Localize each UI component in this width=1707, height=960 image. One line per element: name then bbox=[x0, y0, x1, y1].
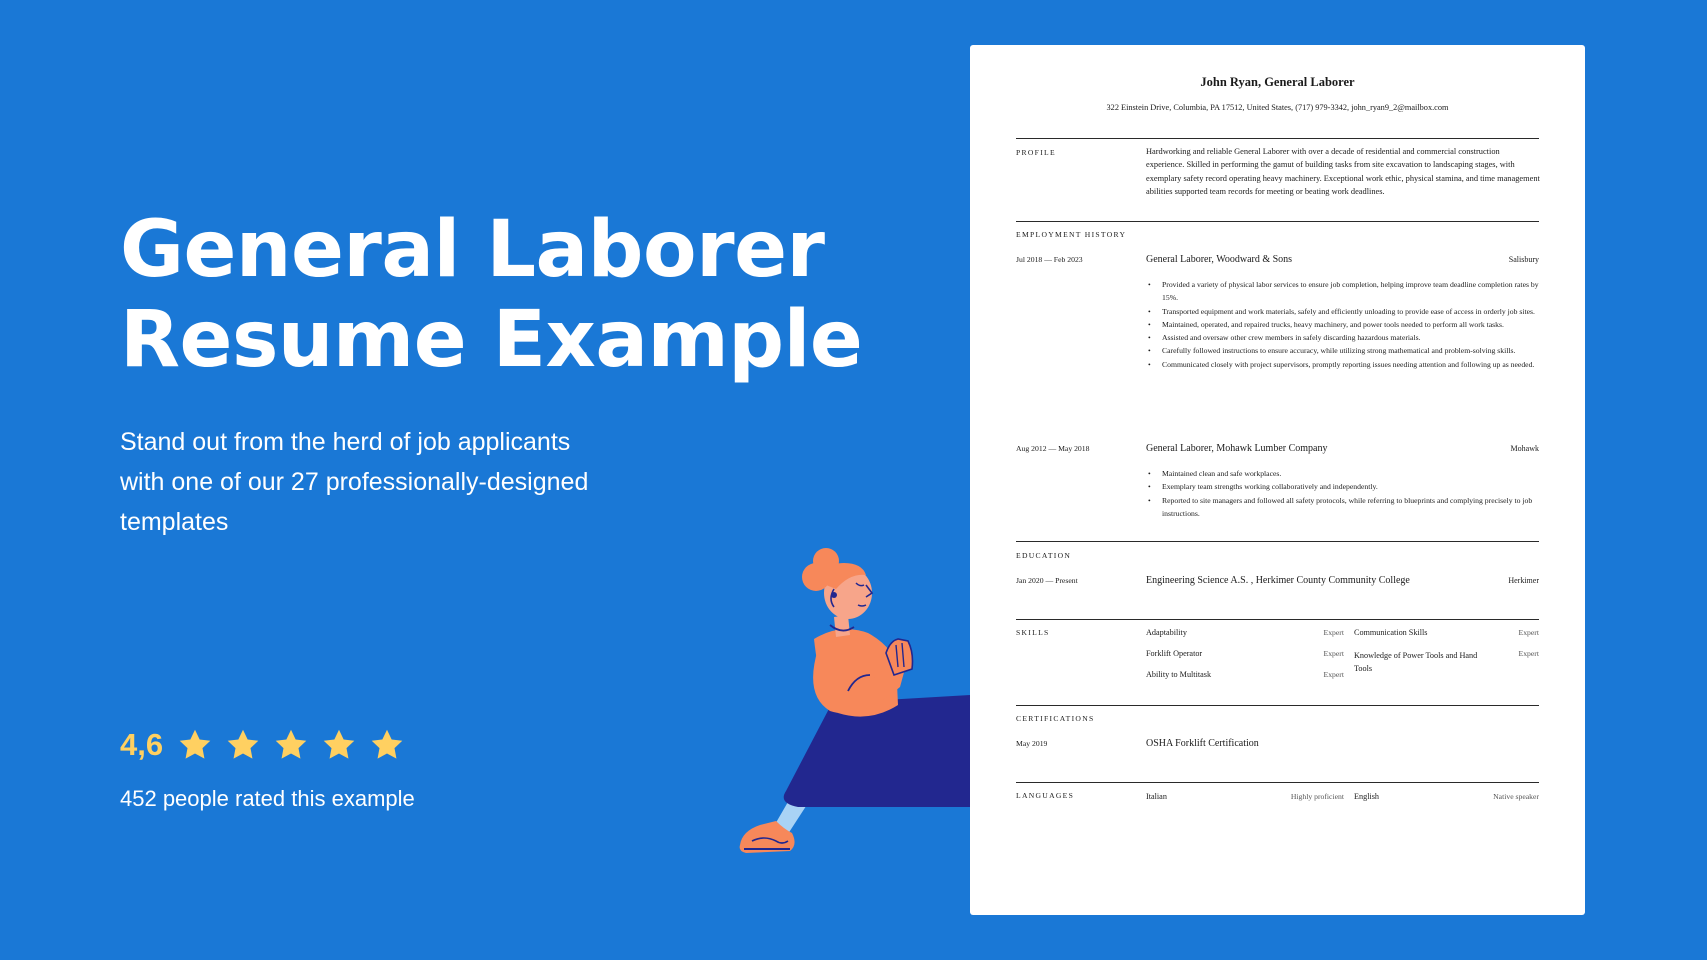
skills-heading: SKILLS bbox=[1016, 628, 1050, 637]
star-icon bbox=[369, 727, 405, 763]
list-item: • Exemplary team strengths working collaboratively and independently. bbox=[1148, 480, 1542, 493]
job-1-title: General Laborer, Woodward & Sons bbox=[1146, 254, 1293, 265]
profile-text: Hardworking and reliable General Laborer with over a decade of residential and commercial construction experience. Skilled in performing the gamut of building tasks from site excavation to landscaping stages, with exemplary safety record operating heavy machinery. Exceptional work ethic, physical stamina, and time management abilities supported team records for meeting or beating work deadlines. bbox=[1146, 147, 1540, 196]
list-item: • Communicated closely with project supervisors, promptly reporting issues needing attention and following up as needed. bbox=[1148, 358, 1542, 371]
resume-name: John Ryan, General Laborer bbox=[1200, 75, 1355, 89]
list-item: • Maintained clean and safe workplaces. bbox=[1148, 467, 1542, 480]
job-2-title: General Laborer, Mohawk Lumber Company bbox=[1146, 443, 1328, 454]
star-icon bbox=[321, 727, 357, 763]
skill-level: Expert bbox=[1323, 670, 1344, 679]
language-name: Italian bbox=[1146, 792, 1167, 801]
list-item: • Carefully followed instructions to ensure accuracy, while utilizing strong mathematical and problem-solving skills. bbox=[1148, 344, 1542, 357]
rating-row bbox=[120, 727, 417, 763]
rating-count: 452 people rated this example bbox=[120, 786, 415, 811]
skill-name: Forklift Operator bbox=[1146, 649, 1203, 658]
star-icon bbox=[225, 727, 261, 763]
job-1-location: Salisbury bbox=[1508, 255, 1539, 264]
education-location: Herkimer bbox=[1508, 576, 1539, 585]
section-divider bbox=[1016, 221, 1539, 222]
list-item: • Reported to site managers and followed all safety protocols, while referring to blueprints and complying precisely to job instructions. bbox=[1148, 494, 1542, 521]
hero-title-line-2: Resume Example bbox=[120, 295, 863, 385]
education-title: Engineering Science A.S. , Herkimer County Community College bbox=[1146, 575, 1410, 586]
language-level: Highly proficient bbox=[1290, 792, 1344, 801]
job-1-bullets bbox=[1148, 278, 1542, 371]
skill-level: Expert bbox=[1518, 628, 1539, 637]
job-1-dates: Jul 2018 — Feb 2023 bbox=[1016, 255, 1083, 264]
hero-title bbox=[120, 205, 862, 385]
job-2-bullets bbox=[1148, 467, 1542, 520]
section-divider bbox=[1016, 705, 1539, 706]
employment-heading: EMPLOYMENT HISTORY bbox=[1016, 230, 1127, 239]
certification-date: May 2019 bbox=[1016, 739, 1048, 748]
rating-score: 4,6 bbox=[120, 727, 164, 762]
languages-heading: LANGUAGES bbox=[1016, 791, 1075, 800]
person-illustration bbox=[730, 545, 980, 875]
skill-name: Communication Skills bbox=[1354, 628, 1428, 637]
certifications-heading: CERTIFICATIONS bbox=[1016, 714, 1095, 723]
star-icon bbox=[273, 727, 309, 763]
skill-level: Expert bbox=[1518, 649, 1539, 658]
skill-name: Ability to Multitask bbox=[1146, 670, 1212, 679]
list-item: • Transported equipment and work materials, safely and efficiently unloading to provide ease of access in orderly job sites. bbox=[1148, 305, 1542, 318]
list-item: • Provided a variety of physical labor services to ensure job completion, helping improve team deadline completion rates by 15%. bbox=[1148, 278, 1542, 305]
skill-level: Expert bbox=[1323, 649, 1344, 658]
hero-title-line-1: General Laborer bbox=[120, 205, 825, 295]
star-icon bbox=[177, 727, 213, 763]
skill-name: Adaptability bbox=[1146, 628, 1187, 637]
resume-contact: 322 Einstein Drive, Columbia, PA 17512, United States, (717) 979-3342, john_ryan9_2@mailbox.com bbox=[1106, 103, 1449, 112]
skill-level: Expert bbox=[1323, 628, 1344, 637]
education-heading: EDUCATION bbox=[1016, 551, 1072, 560]
profile-heading: PROFILE bbox=[1016, 148, 1056, 157]
certification-title: OSHA Forklift Certification bbox=[1146, 738, 1259, 749]
job-2-dates: Aug 2012 — May 2018 bbox=[1016, 444, 1090, 453]
skill-name: Knowledge of Power Tools and Hand Tools bbox=[1354, 651, 1478, 673]
section-divider bbox=[1016, 138, 1539, 139]
language-level: Native speaker bbox=[1493, 792, 1539, 801]
resume-preview[interactable] bbox=[970, 45, 1585, 915]
list-item: • Maintained, operated, and repaired trucks, heavy machinery, and power tools needed to perform all work tasks. bbox=[1148, 318, 1542, 331]
section-divider bbox=[1016, 541, 1539, 542]
education-dates: Jan 2020 — Present bbox=[1016, 576, 1078, 585]
section-divider bbox=[1016, 619, 1539, 620]
list-item: • Assisted and oversaw other crew members in safely discarding hazardous materials. bbox=[1148, 331, 1542, 344]
hero-subtitle: Stand out from the herd of job applicants with one of our 27 professionally-designed templates bbox=[120, 428, 589, 536]
language-name: English bbox=[1354, 792, 1380, 801]
section-divider bbox=[1016, 782, 1539, 783]
job-2-location: Mohawk bbox=[1510, 444, 1539, 453]
